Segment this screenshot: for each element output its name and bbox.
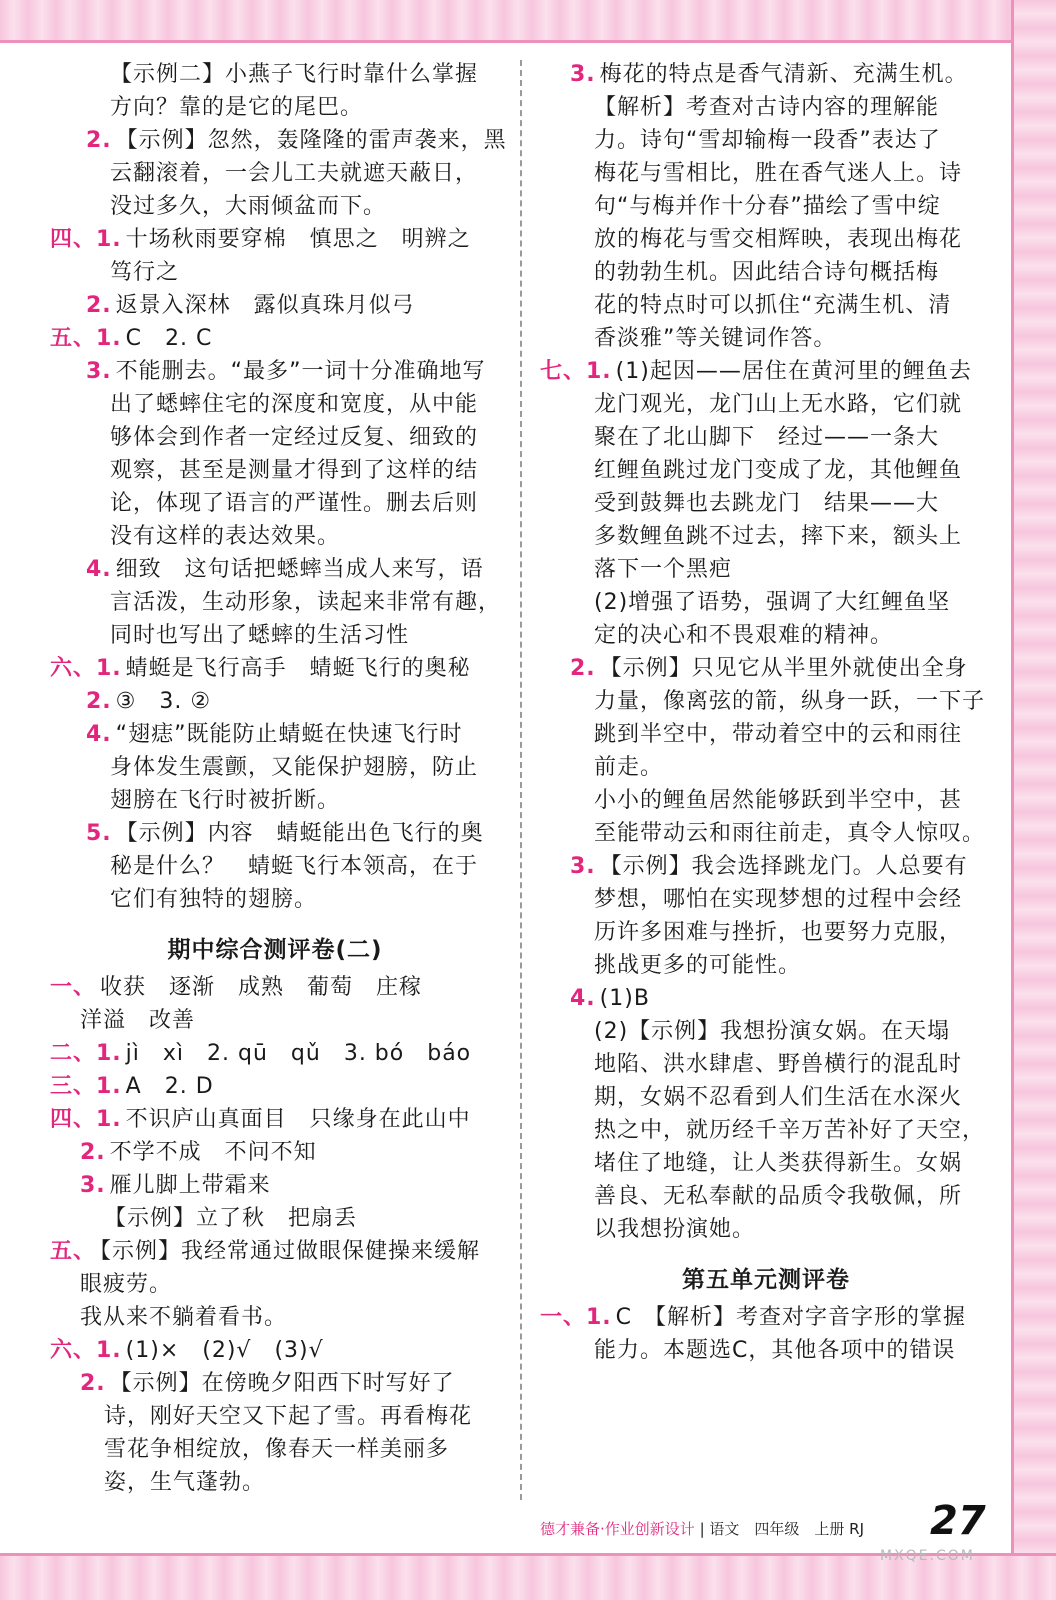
answer-text: 能力。本题选C，其他各项中的错误 bbox=[594, 1338, 956, 1363]
answer-line bbox=[540, 718, 992, 751]
answer-line bbox=[50, 1103, 500, 1136]
answer-text: 【示例】只见它从半里外就使出全身 bbox=[599, 656, 968, 681]
answer-line bbox=[50, 971, 500, 1004]
answer-text: (1)× (2)√ (3)√ bbox=[125, 1338, 324, 1363]
question-number: 四、1. bbox=[50, 1107, 122, 1132]
left-column bbox=[50, 58, 507, 1499]
answer-line bbox=[50, 586, 500, 619]
answer-line bbox=[540, 91, 992, 124]
answer-text: 花的特点时可以抓住“充满生机、清 bbox=[594, 293, 952, 318]
answer-line bbox=[50, 487, 500, 520]
answer-text: 够体会到作者一定经过反复、细致的 bbox=[110, 425, 479, 450]
answer-line bbox=[540, 1114, 992, 1147]
answer-line bbox=[50, 190, 500, 223]
answer-line bbox=[540, 1048, 992, 1081]
answer-text: 热之中，就历经千辛万苦补好了天空， bbox=[594, 1118, 986, 1143]
answer-text: 【示例】我会选择跳龙门。人总要有 bbox=[599, 854, 968, 879]
question-number: 4. bbox=[570, 986, 596, 1011]
question-number: 七、1. bbox=[540, 359, 612, 384]
answer-line bbox=[540, 883, 992, 916]
question-number: 一、 bbox=[50, 975, 97, 1000]
answer-line bbox=[540, 322, 992, 355]
answer-text: 【解析】考查对古诗内容的理解能 bbox=[594, 95, 940, 120]
answer-text: 红鲤鱼跳过龙门变成了龙，其他鲤鱼 bbox=[594, 458, 963, 483]
answer-text: 力量，像离弦的箭，纵身一跃，一下子 bbox=[594, 689, 986, 714]
question-number: 2. bbox=[80, 1140, 106, 1165]
answer-text: 没过多久，大雨倾盆而下。 bbox=[110, 194, 387, 219]
answer-line bbox=[540, 982, 992, 1015]
answer-text: 梅花的特点是香气清新、充满生机。 bbox=[599, 62, 968, 87]
section-title-unit-5: 第五单元测评卷 bbox=[682, 1267, 850, 1293]
watermark-text: MXQE.COM bbox=[880, 1548, 975, 1564]
answer-line bbox=[50, 1235, 500, 1268]
answer-line bbox=[50, 553, 500, 586]
answer-text: “翅痣”既能防止蜻蜓在快速飞行时 bbox=[115, 722, 463, 747]
answer-line bbox=[50, 883, 500, 916]
answer-text: (1)起因——居住在黄河里的鲤鱼去 bbox=[615, 359, 972, 384]
answer-line bbox=[50, 421, 500, 454]
answer-text: 堵住了地缝，让人类获得新生。女娲 bbox=[594, 1151, 963, 1176]
answer-line bbox=[50, 751, 500, 784]
answer-text: jì xì 2. qū qǔ 3. bó báo bbox=[125, 1041, 472, 1066]
answer-line bbox=[50, 1400, 500, 1433]
answer-line bbox=[50, 454, 500, 487]
right-answers-unit5 bbox=[540, 1301, 992, 1367]
answer-line bbox=[50, 322, 500, 355]
answer-line bbox=[50, 850, 500, 883]
answer-text: 观察，甚至是测量才得到了这样的结 bbox=[110, 458, 479, 483]
answer-text: 不识庐山真面目 只缘身在此山中 bbox=[125, 1107, 471, 1132]
answer-line bbox=[50, 91, 500, 124]
footer-subject: 语文 四年级 上册 RJ bbox=[709, 1520, 865, 1538]
answer-line bbox=[50, 1466, 500, 1499]
answer-text: 多数鲤鱼跳不过去，摔下来，额头上 bbox=[594, 524, 963, 549]
answer-text: C 【解析】考查对字音字形的掌握 bbox=[615, 1305, 967, 1330]
answer-text: 【示例】忽然，轰隆隆的雷声袭来，黑 bbox=[115, 128, 507, 153]
answer-text: 至能带动云和雨往前走，真令人惊叹。 bbox=[594, 821, 986, 846]
answer-line bbox=[540, 1180, 992, 1213]
answer-line bbox=[540, 784, 992, 817]
answer-line bbox=[50, 784, 500, 817]
answer-text: 论，体现了语言的严谨性。删去后则 bbox=[110, 491, 479, 516]
answer-text: 洋溢 改善 bbox=[80, 1008, 196, 1033]
answer-line bbox=[50, 355, 500, 388]
answer-text: 不能删去。“最多”一词十分准确地写 bbox=[115, 359, 486, 384]
answer-line bbox=[50, 124, 507, 157]
answer-line bbox=[540, 223, 992, 256]
page-footer: 德才兼备·作业创新设计 | 语文 四年级 上册 RJ bbox=[540, 1520, 865, 1538]
answer-line bbox=[50, 685, 500, 718]
answer-text: 龙门观光，龙门山上无水路，它们就 bbox=[594, 392, 963, 417]
question-number: 2. bbox=[570, 656, 596, 681]
question-number: 4. bbox=[86, 557, 112, 582]
answer-line bbox=[50, 1433, 500, 1466]
question-number: 四、1. bbox=[50, 227, 122, 252]
answer-text: 【示例二】小燕子飞行时靠什么掌握 bbox=[110, 62, 479, 87]
answer-text: 十场秋雨要穿棉 慎思之 明辨之 bbox=[125, 227, 471, 252]
question-number: 一、1. bbox=[540, 1305, 612, 1330]
answer-line bbox=[50, 289, 500, 322]
footer-series: 德才兼备·作业创新设计 bbox=[540, 1520, 695, 1538]
question-number: 五、 bbox=[50, 1239, 97, 1264]
answer-text: 香淡雅”等关键词作答。 bbox=[594, 326, 837, 351]
answer-text: 历许多困难与挫折，也要努力克服， bbox=[594, 920, 963, 945]
question-number: 二、1. bbox=[50, 1041, 122, 1066]
answer-text: 方向？靠的是它的尾巴。 bbox=[110, 95, 364, 120]
answer-text: 我从来不躺着看书。 bbox=[80, 1305, 288, 1330]
answer-text: 云翻滚着，一会儿工夫就遮天蔽日， bbox=[110, 161, 479, 186]
answer-text: 跳到半空中，带动着空中的云和雨往 bbox=[594, 722, 963, 747]
answer-text: 言活泼，生动形象，读起来非常有趣， bbox=[110, 590, 502, 615]
answer-line bbox=[50, 256, 500, 289]
answer-text: 没有这样的表达效果。 bbox=[110, 524, 341, 549]
answer-line bbox=[50, 1004, 500, 1037]
answer-line bbox=[540, 289, 992, 322]
answer-text: 它们有独特的翅膀。 bbox=[110, 887, 318, 912]
answer-text: 善良、无私奉献的品质令我敬佩，所 bbox=[594, 1184, 963, 1209]
answer-line bbox=[50, 58, 500, 91]
answer-text: 的勃勃生机。因此结合诗句概括梅 bbox=[594, 260, 940, 285]
question-number: 三、1. bbox=[50, 1074, 122, 1099]
question-number: 2. bbox=[86, 128, 112, 153]
answer-line bbox=[540, 685, 992, 718]
answer-line bbox=[50, 223, 500, 256]
answer-line bbox=[50, 520, 500, 553]
question-number: 2. bbox=[86, 689, 112, 714]
answer-text: 蜻蜓是飞行高手 蜻蜓飞行的奥秘 bbox=[125, 656, 471, 681]
question-number: 3. bbox=[570, 62, 596, 87]
page-number: 27 bbox=[930, 1498, 986, 1544]
right-column bbox=[540, 58, 992, 1367]
answer-text: 期，女娲不忍看到人们生活在水深火 bbox=[594, 1085, 963, 1110]
answer-text: 秘是什么？ 蜻蜓飞行本领高，在于 bbox=[110, 854, 479, 879]
answer-text: 挑战更多的可能性。 bbox=[594, 953, 802, 978]
answer-line bbox=[50, 718, 500, 751]
answer-text: 放的梅花与雪交相辉映，表现出梅花 bbox=[594, 227, 963, 252]
question-number: 3. bbox=[80, 1173, 106, 1198]
answer-line bbox=[50, 817, 500, 850]
answer-text: A 2. D bbox=[125, 1074, 214, 1099]
question-number: 3. bbox=[570, 854, 596, 879]
decorative-right-border bbox=[1011, 0, 1056, 1600]
answer-text: 雪花争相绽放，像春天一样美丽多 bbox=[104, 1437, 450, 1462]
answer-text: ③ 3. ② bbox=[115, 689, 212, 714]
answer-text: 【示例】内容 蜻蜓能出色飞行的奥 bbox=[115, 821, 484, 846]
answer-line bbox=[50, 1202, 500, 1235]
answer-text: 细致 这句话把蟋蟀当成人来写，语 bbox=[115, 557, 484, 582]
answer-line bbox=[540, 487, 992, 520]
answer-line bbox=[50, 619, 500, 652]
answer-text: (1)B bbox=[599, 986, 650, 1011]
answer-text: 受到鼓舞也去跳龙门 结果——大 bbox=[594, 491, 940, 516]
answer-line bbox=[540, 619, 992, 652]
answer-text: 眼疲劳。 bbox=[80, 1272, 173, 1297]
answer-text: 聚在了北山脚下 经过——一条大 bbox=[594, 425, 940, 450]
answer-text: 诗，刚好天空又下起了雪。再看梅花 bbox=[104, 1404, 473, 1429]
answer-line bbox=[540, 421, 992, 454]
section-title-midterm-2: 期中综合测评卷(二) bbox=[167, 937, 383, 963]
answer-line bbox=[50, 1070, 500, 1103]
question-number: 六、1. bbox=[50, 1338, 122, 1363]
answer-text: 落下一个黑疤 bbox=[594, 557, 733, 582]
answer-line bbox=[540, 1334, 992, 1367]
left-answers bbox=[50, 58, 507, 916]
answer-text: 梦想，哪怕在实现梦想的过程中会经 bbox=[594, 887, 963, 912]
question-number: 2. bbox=[80, 1371, 106, 1396]
answer-line bbox=[540, 553, 992, 586]
answer-line bbox=[50, 1367, 500, 1400]
answer-line bbox=[540, 157, 992, 190]
answer-text: 出了蟋蟀住宅的深度和宽度，从中能 bbox=[110, 392, 479, 417]
answer-text: 返景入深林 露似真珠月似弓 bbox=[115, 293, 415, 318]
answer-line bbox=[540, 586, 992, 619]
answer-line bbox=[50, 157, 500, 190]
answer-text: 收获 逐渐 成熟 葡萄 庄稼 bbox=[100, 975, 423, 1000]
answer-text: 句“与梅并作十分春”描绘了雪中绽 bbox=[594, 194, 941, 219]
question-number: 五、1. bbox=[50, 326, 122, 351]
answer-text: 姿，生气蓬勃。 bbox=[104, 1470, 266, 1495]
answer-text: 不学不成 不问不知 bbox=[109, 1140, 317, 1165]
answer-line bbox=[50, 1169, 500, 1202]
answer-line bbox=[540, 652, 992, 685]
answer-line bbox=[540, 355, 992, 388]
answer-line bbox=[50, 652, 500, 685]
answer-line bbox=[540, 520, 992, 553]
right-answers bbox=[540, 58, 992, 1246]
answer-text: (2)增强了语势，强调了大红鲤鱼坚 bbox=[594, 590, 951, 615]
question-number: 2. bbox=[86, 293, 112, 318]
answer-line bbox=[540, 190, 992, 223]
answer-line bbox=[50, 1037, 500, 1070]
answer-line bbox=[50, 388, 500, 421]
answer-line bbox=[540, 58, 992, 91]
answer-text: 力。诗句“雪却输梅一段香”表达了 bbox=[594, 128, 941, 153]
question-number: 5. bbox=[86, 821, 112, 846]
left-answers-midterm bbox=[50, 971, 500, 1499]
answer-line bbox=[540, 1147, 992, 1180]
answer-text: 梅花与雪相比，胜在香气迷人上。诗 bbox=[594, 161, 963, 186]
question-number: 3. bbox=[86, 359, 112, 384]
answer-text: 【示例】立了秋 把扇丢 bbox=[104, 1206, 358, 1231]
answer-text: 【示例】我经常通过做眼保健操来缓解 bbox=[100, 1239, 481, 1264]
answer-text: 身体发生震颤，又能保护翅膀，防止 bbox=[110, 755, 479, 780]
answer-line bbox=[50, 1136, 500, 1169]
answer-line bbox=[540, 1213, 992, 1246]
answer-text: (2)【示例】我想扮演女娲。在天塌 bbox=[594, 1019, 951, 1044]
answer-line bbox=[50, 1334, 500, 1367]
answer-line bbox=[540, 1015, 992, 1048]
answer-text: 以我想扮演她。 bbox=[594, 1217, 756, 1242]
decorative-top-border bbox=[0, 0, 1056, 43]
answer-line bbox=[50, 1301, 500, 1334]
answer-line bbox=[540, 916, 992, 949]
answer-line bbox=[540, 817, 992, 850]
answer-text: 翅膀在飞行时被折断。 bbox=[110, 788, 341, 813]
column-divider bbox=[520, 60, 522, 1500]
answer-line bbox=[540, 388, 992, 421]
answer-line bbox=[540, 751, 992, 784]
answer-text: C 2. C bbox=[125, 326, 213, 351]
answer-line bbox=[540, 949, 992, 982]
answer-text: 地陷、洪水肆虐、野兽横行的混乱时 bbox=[594, 1052, 963, 1077]
question-number: 六、1. bbox=[50, 656, 122, 681]
answer-text: 前走。 bbox=[594, 755, 664, 780]
answer-line bbox=[540, 1081, 992, 1114]
answer-text: 【示例】在傍晚夕阳西下时写好了 bbox=[109, 1371, 455, 1396]
answer-line bbox=[540, 256, 992, 289]
answer-line bbox=[540, 1301, 992, 1334]
answer-text: 雁儿脚上带霜来 bbox=[109, 1173, 271, 1198]
answer-text: 小小的鲤鱼居然能够跃到半空中，甚 bbox=[594, 788, 963, 813]
answer-text: 定的决心和不畏艰难的精神。 bbox=[594, 623, 894, 648]
answer-line bbox=[540, 124, 992, 157]
question-number: 4. bbox=[86, 722, 112, 747]
answer-text: 笃行之 bbox=[110, 260, 180, 285]
answer-line bbox=[540, 850, 992, 883]
answer-line bbox=[540, 454, 992, 487]
answer-text: 同时也写出了蟋蟀的生活习性 bbox=[110, 623, 410, 648]
answer-line bbox=[50, 1268, 500, 1301]
